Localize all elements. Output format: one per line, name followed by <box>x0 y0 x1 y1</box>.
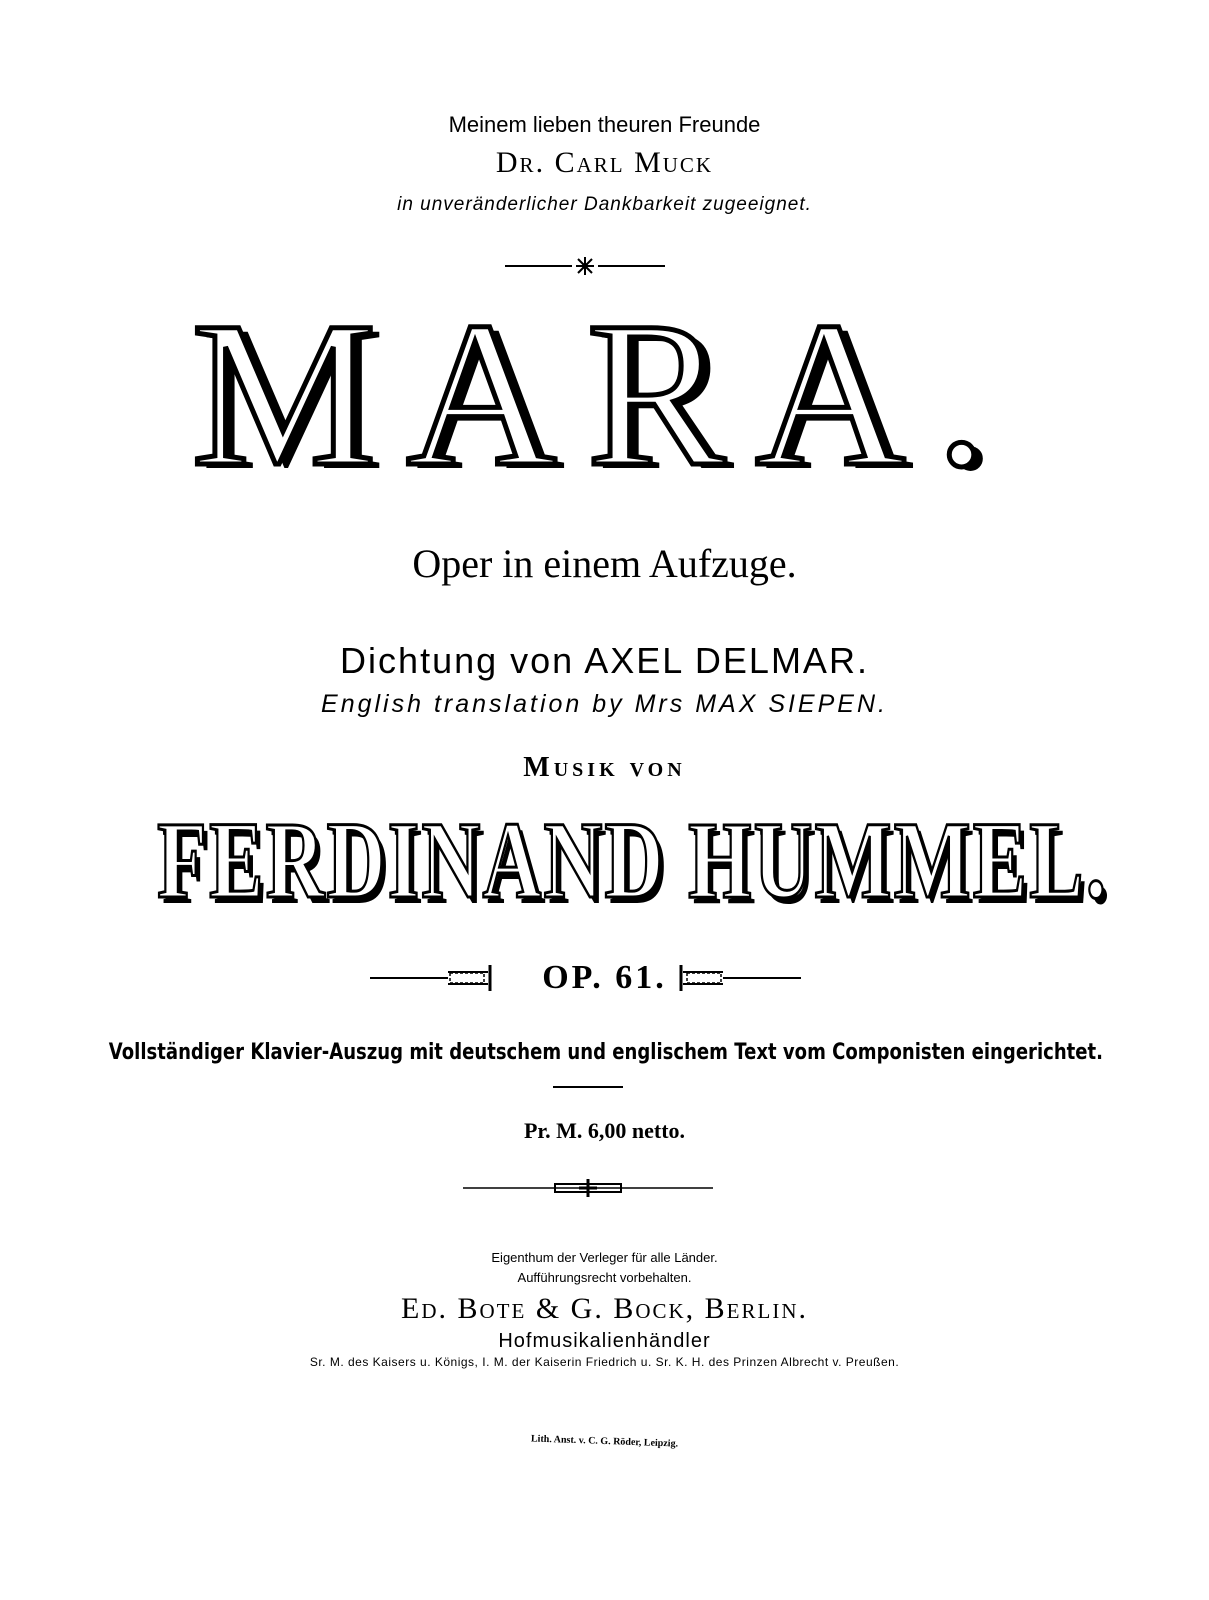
opus-row <box>0 955 1209 999</box>
publisher-role: Hofmusikalienhändler <box>498 1330 711 1352</box>
short-divider <box>553 1085 623 1089</box>
opera-title: MARA. <box>191 279 1018 509</box>
translation-line: English translation by Mrs MAX SIEPEN. <box>321 690 888 718</box>
dedication-line: Meinem lieben theuren Freunde <box>448 112 761 137</box>
librettist-line: Dichtung von AXEL DELMAR. <box>340 640 869 681</box>
opera-subtitle: Oper in einem Aufzuge. <box>412 541 797 586</box>
rights-line-1: Eigenthum der Verleger für alle Länder. <box>491 1250 718 1265</box>
edition-note: Vollständiger Klavier-Auszug mit deutschem und englischem Text vom Componisten eingerichtet. <box>108 1040 1104 1065</box>
publisher-name: Ed. Bote & G. Bock, Berlin. <box>401 1292 808 1325</box>
opus-number: OP. 61. <box>542 959 667 996</box>
music-by-label: Musik von <box>523 752 686 783</box>
dedication-ornament <box>500 256 670 276</box>
composer-name: FERDINAND HUMMEL. <box>157 799 1109 921</box>
price-label: Pr. M. 6,00 netto. <box>523 1118 686 1143</box>
lower-ornament <box>463 1178 713 1198</box>
printer-imprint: Lith. Anst. v. C. G. Röder, Leipzig. <box>530 1433 679 1450</box>
patronage-line: Sr. M. des Kaisers u. Königs, I. M. der Kaiserin Friedrich u. Sr. K. H. des Prinzen Albrecht v. Preußen. <box>309 1355 900 1369</box>
dedicatee-name: Dr. Carl Muck <box>495 146 714 179</box>
rights-line-2: Aufführungsrecht vorbehalten. <box>517 1270 692 1285</box>
dedication-note: in unveränderlicher Dankbarkeit zugeeignet. <box>397 194 812 215</box>
opus-rule-right <box>676 963 801 993</box>
